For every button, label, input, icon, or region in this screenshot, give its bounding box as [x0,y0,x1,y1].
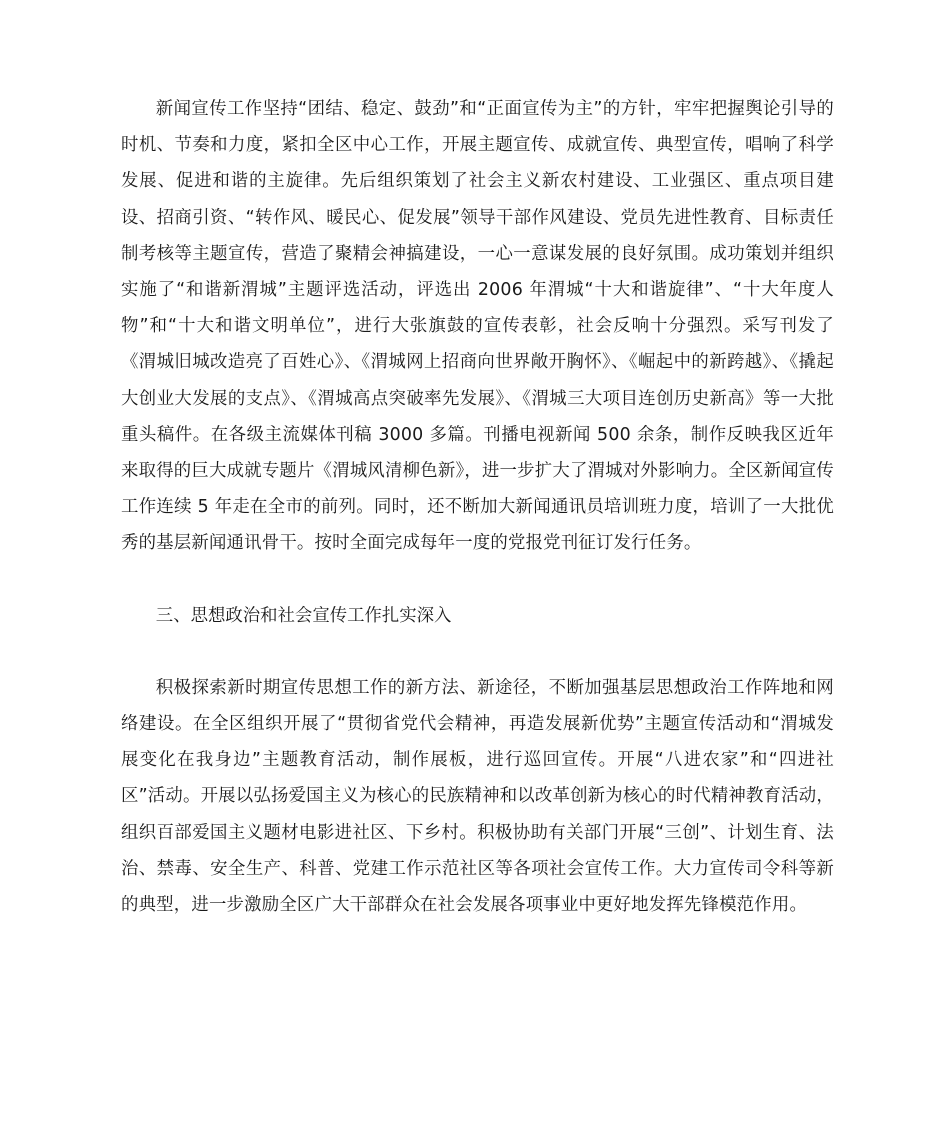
section-heading-3: 三、思想政治和社会宣传工作扎实深入 [155,605,452,626]
paragraph-spacer [121,562,834,598]
body-paragraph-ideological-work: 积极探索新时期宣传思想工作的新方法、新途径，不断加强基层思想政治工作阵地和网络建设。在全区组织开展了“贯彻省党代会精神，再造发展新优势”主题宣传活动和“渭城发展变化在我身边”主题教育活动，制作展板，进行巡回宣传。开展“八进农家”和“四进社区”活动。开展以弘扬爱国主义为核心的民族精神和以改革创新为核心的时代精神教育活动，组织百部爱国主义题材电影进社区、下乡村。积极协助有关部门开展“三创”、计划生育、法治、禁毒、安全生产、科普、党建工作示范社区等各项社会宣传工作。大力宣传司令科等新的典型，进一步激励全区广大干部群众在社会发展各项事业中更好地发挥先锋模范作用。 [121,677,834,916]
document-page [121,91,834,923]
body-paragraph-news-publicity: 新闻宣传工作坚持“团结、稳定、鼓劲”和“正面宣传为主”的方针，牢牢把握舆论引导的时机、节奏和力度，紧扣全区中心工作，开展主题宣传、成就宣传、典型宣传，唱响了科学发展、促进和谐的主旋律。先后组织策划了社会主义新农村建设、工业强区、重点项目建设、招商引资、“转作风、暖民心、促发展”领导干部作风建设、党员先进性教育、目标责任制考核等主题宣传，营造了聚精会神搞建设，一心一意谋发展的良好氛围。成功策划并组织实施了“和谐新渭城”主题评选活动，评选出 2006 年渭城“十大和谐旋律”、“十大年度人物”和“十大和谐文明单位”，进行大张旗鼓的宣传表彰，社会反响十分强烈。采写刊发了《渭城旧城改造亮了百姓心》、《渭城网上招商向世界敞开胸怀》、《崛起中的新跨越》、《撬起大创业大发展的支点》、《渭城高点突破率先发展》、《渭城三大项目连创历史新高》等一大批重头稿件。在各级主流媒体刊稿 3000 多篇。刊播电视新闻 500 余条，制作反映我区近年来取得的巨大成就专题片《渭城风清柳色新》，进一步扩大了渭城对外影响力。全区新闻宣传工作连续 5 年走在全市的前列。同时，还不断加大新闻通讯员培训班力度，培训了一大批优秀的基层新闻通讯骨干。按时全面完成每年一度的党报党刊征订发行任务。 [121,99,834,554]
paragraph-spacer [121,634,834,670]
